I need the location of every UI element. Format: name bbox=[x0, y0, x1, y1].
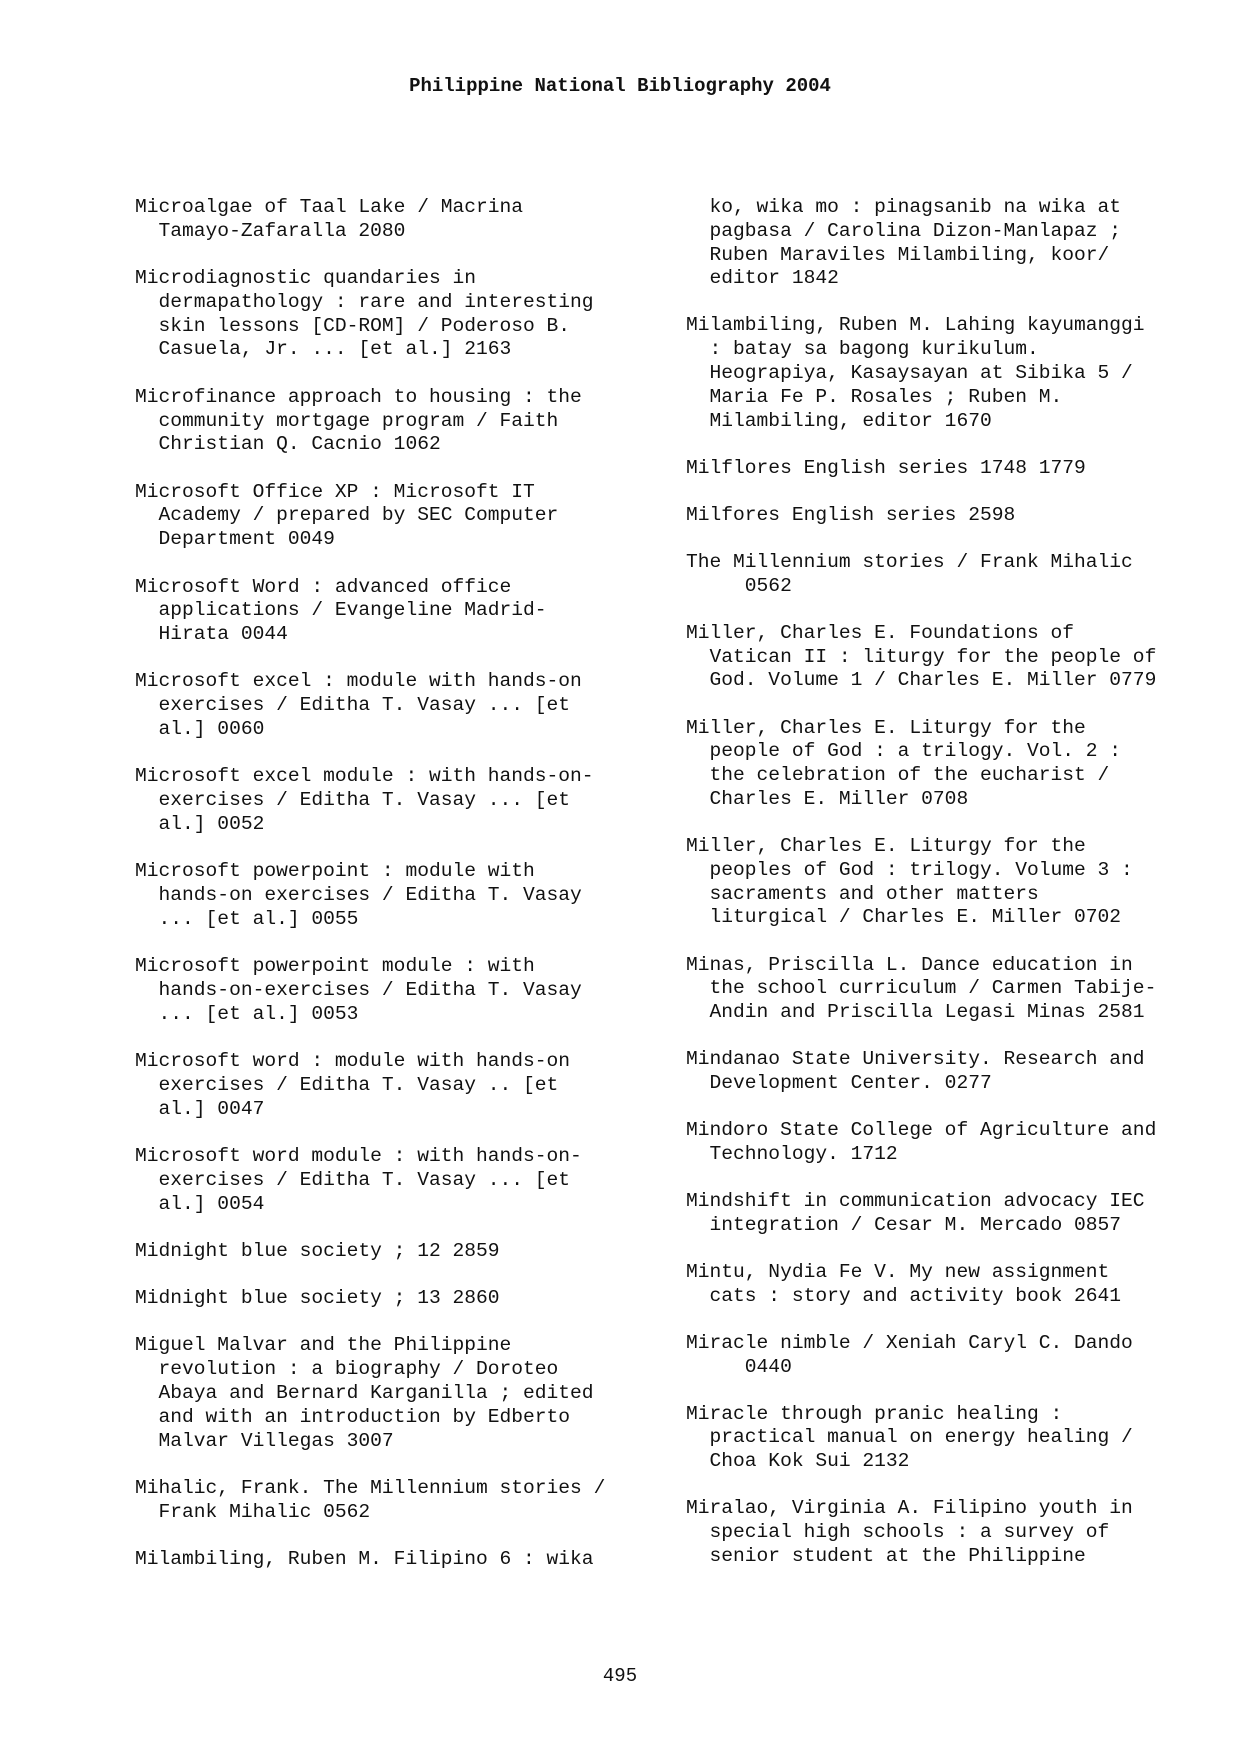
entry-line: Microsoft Office XP : Microsoft IT bbox=[135, 480, 535, 503]
entry-line: Development Center. 0277 bbox=[686, 1071, 992, 1094]
entry-line: Mindshift in communication advocacy IEC bbox=[686, 1189, 1145, 1212]
entry-line: Microsoft powerpoint : module with bbox=[135, 860, 535, 883]
entry-line: Casuela, Jr. ... [et al.] 2163 bbox=[135, 338, 512, 361]
bibliography-entry bbox=[135, 765, 695, 836]
entry-line: liturgical / Charles E. Miller 0702 bbox=[686, 906, 1122, 929]
entry-line: Miracle nimble / Xeniah Caryl C. Dando bbox=[686, 1331, 1133, 1354]
entry-line: exercises / Editha T. Vasay ... [et bbox=[135, 1168, 571, 1191]
bibliography-entry bbox=[135, 860, 695, 931]
entry-line: the celebration of the eucharist / bbox=[686, 764, 1110, 787]
entry-line: integration / Cesar M. Mercado 0857 bbox=[686, 1213, 1122, 1236]
entry-line: Minas, Priscilla L. Dance education in bbox=[686, 953, 1133, 976]
bibliography-entry bbox=[135, 1477, 695, 1525]
entry-line: peoples of God : trilogy. Volume 3 : bbox=[686, 858, 1133, 881]
entry-line: al.] 0054 bbox=[135, 1192, 265, 1215]
entry-line: the school curriculum / Carmen Tabije- bbox=[686, 977, 1157, 1000]
entry-line: people of God : a trilogy. Vol. 2 : bbox=[686, 740, 1122, 763]
entry-line: Miguel Malvar and the Philippine bbox=[135, 1334, 512, 1357]
entry-line: ko, wika mo : pinagsanib na wika at bbox=[686, 196, 1122, 218]
bibliography-entry bbox=[686, 457, 1240, 481]
entry-line: Vatican II : liturgy for the people of bbox=[686, 645, 1157, 668]
entry-line: sacraments and other matters bbox=[686, 882, 1039, 905]
entry-line: Microsoft word module : with hands-on- bbox=[135, 1144, 582, 1167]
entry-line: community mortgage program / Faith bbox=[135, 409, 559, 432]
entry-line: pagbasa / Carolina Dizon-Manlapaz ; bbox=[686, 219, 1122, 242]
entry-line: 0562 bbox=[686, 574, 792, 597]
entry-line: Malvar Villegas 3007 bbox=[135, 1429, 394, 1452]
entry-line: Miracle through pranic healing : bbox=[686, 1402, 1063, 1425]
entry-line: : batay sa bagong kurikulum. bbox=[686, 338, 1039, 361]
entry-line: editor 1842 bbox=[686, 267, 839, 290]
entry-line: Milfores English series 2598 bbox=[686, 503, 1016, 526]
entry-line: and with an introduction by Edberto bbox=[135, 1405, 571, 1428]
bibliography-entry bbox=[686, 1403, 1240, 1474]
bibliography-entry bbox=[686, 1048, 1240, 1096]
entry-line: Milflores English series 1748 1779 bbox=[686, 456, 1086, 479]
bibliography-entry bbox=[135, 1050, 695, 1121]
entry-line: cats : story and activity book 2641 bbox=[686, 1284, 1122, 1307]
entry-line: Heograpiya, Kasaysayan at Sibika 5 / bbox=[686, 362, 1133, 385]
entry-line: Microsoft powerpoint module : with bbox=[135, 955, 535, 978]
entry-line: Technology. 1712 bbox=[686, 1142, 898, 1165]
bibliography-entry bbox=[135, 386, 695, 457]
bibliography-entry bbox=[686, 1332, 1240, 1380]
left-column bbox=[135, 196, 695, 1595]
entry-line: Microsoft excel module : with hands-on- bbox=[135, 765, 594, 788]
bibliography-entry bbox=[135, 1334, 695, 1453]
entry-line: Microalgae of Taal Lake / Macrina bbox=[135, 196, 524, 218]
bibliography-entry bbox=[686, 504, 1240, 528]
entry-line: 0440 bbox=[686, 1355, 792, 1378]
entry-line: al.] 0060 bbox=[135, 718, 265, 741]
entry-line: Abaya and Bernard Karganilla ; edited bbox=[135, 1381, 594, 1404]
entry-line: Miller, Charles E. Liturgy for the bbox=[686, 835, 1086, 858]
entry-line: dermapathology : rare and interesting bbox=[135, 290, 594, 313]
bibliography-entry bbox=[135, 267, 695, 362]
bibliography-entry bbox=[135, 1240, 695, 1264]
entry-line: al.] 0047 bbox=[135, 1097, 265, 1120]
entry-line: Microsoft excel : module with hands-on bbox=[135, 670, 582, 693]
entry-line: Midnight blue society ; 13 2860 bbox=[135, 1287, 500, 1310]
entry-line: Miralao, Virginia A. Filipino youth in bbox=[686, 1497, 1133, 1520]
entry-line: exercises / Editha T. Vasay ... [et bbox=[135, 694, 571, 717]
entry-line: exercises / Editha T. Vasay .. [et bbox=[135, 1073, 559, 1096]
entry-line: The Millennium stories / Frank Mihalic bbox=[686, 550, 1133, 573]
bibliography-entry bbox=[135, 955, 695, 1026]
bibliography-entry bbox=[686, 314, 1240, 433]
page-number: 495 bbox=[602, 1665, 638, 1687]
entry-line: Mintu, Nydia Fe V. My new assignment bbox=[686, 1260, 1110, 1283]
entry-line: special high schools : a survey of bbox=[686, 1521, 1110, 1544]
right-column bbox=[686, 196, 1240, 1592]
entry-line: Miller, Charles E. Liturgy for the bbox=[686, 716, 1086, 739]
bibliography-entry bbox=[686, 717, 1240, 812]
bibliography-entry bbox=[686, 1497, 1240, 1568]
entry-line: skin lessons [CD-ROM] / Poderoso B. bbox=[135, 314, 571, 337]
bibliography-entry bbox=[135, 576, 695, 647]
entry-line: Mihalic, Frank. The Millennium stories / bbox=[135, 1476, 606, 1499]
entry-line: Christian Q. Cacnio 1062 bbox=[135, 433, 441, 456]
entry-line: al.] 0052 bbox=[135, 812, 265, 835]
entry-line: Milambiling, Ruben M. Lahing kayumanggi bbox=[686, 314, 1145, 337]
entry-line: Milambiling, editor 1670 bbox=[686, 409, 992, 432]
entry-line: ... [et al.] 0055 bbox=[135, 907, 359, 930]
entry-line: Microsoft word : module with hands-on bbox=[135, 1050, 571, 1073]
entry-line: Choa Kok Sui 2132 bbox=[686, 1450, 910, 1473]
entry-line: practical manual on energy healing / bbox=[686, 1426, 1133, 1449]
page-title: Philippine National Bibliography 2004 bbox=[409, 75, 831, 97]
bibliography-entry bbox=[686, 1119, 1240, 1167]
bibliography-entry bbox=[135, 1145, 695, 1216]
entry-line: Midnight blue society ; 12 2859 bbox=[135, 1239, 500, 1262]
entry-line: Ruben Maraviles Milambiling, koor/ bbox=[686, 243, 1110, 266]
bibliography-entry bbox=[686, 1261, 1240, 1309]
entry-line: Andin and Priscilla Legasi Minas 2581 bbox=[686, 1001, 1145, 1024]
entry-line: exercises / Editha T. Vasay ... [et bbox=[135, 789, 571, 812]
bibliography-entry bbox=[686, 196, 1240, 291]
entry-line: Maria Fe P. Rosales ; Ruben M. bbox=[686, 385, 1063, 408]
bibliography-entry bbox=[686, 954, 1240, 1025]
bibliography-entry bbox=[686, 551, 1240, 599]
entry-line: God. Volume 1 / Charles E. Miller 0779 bbox=[686, 669, 1157, 692]
entry-line: Hirata 0044 bbox=[135, 623, 288, 646]
entry-line: Academy / prepared by SEC Computer bbox=[135, 504, 559, 527]
bibliography-entry bbox=[135, 1548, 695, 1572]
bibliography-entry bbox=[686, 622, 1240, 693]
entry-line: Miller, Charles E. Foundations of bbox=[686, 621, 1075, 644]
entry-line: applications / Evangeline Madrid- bbox=[135, 599, 547, 622]
bibliography-entry bbox=[135, 481, 695, 552]
entry-line: Mindanao State University. Research and bbox=[686, 1048, 1145, 1071]
entry-line: revolution : a biography / Doroteo bbox=[135, 1358, 559, 1381]
bibliography-entry bbox=[135, 1287, 695, 1311]
bibliography-entry bbox=[135, 196, 695, 244]
entry-line: Frank Mihalic 0562 bbox=[135, 1500, 371, 1523]
entry-line: Microfinance approach to housing : the bbox=[135, 385, 582, 408]
entry-line: hands-on-exercises / Editha T. Vasay bbox=[135, 978, 582, 1001]
entry-line: senior student at the Philippine bbox=[686, 1544, 1086, 1567]
entry-line: hands-on exercises / Editha T. Vasay bbox=[135, 884, 582, 907]
entry-line: ... [et al.] 0053 bbox=[135, 1002, 359, 1025]
entry-line: Department 0049 bbox=[135, 528, 335, 551]
entry-line: Charles E. Miller 0708 bbox=[686, 787, 969, 810]
bibliography-entry bbox=[135, 670, 695, 741]
entry-line: Tamayo-Zafaralla 2080 bbox=[135, 219, 406, 242]
entry-line: Microsoft Word : advanced office bbox=[135, 575, 512, 598]
entry-line: Mindoro State College of Agriculture and bbox=[686, 1119, 1157, 1142]
entry-line: Microdiagnostic quandaries in bbox=[135, 267, 476, 290]
bibliography-entry bbox=[686, 835, 1240, 930]
entry-line: Milambiling, Ruben M. Filipino 6 : wika bbox=[135, 1547, 594, 1570]
bibliography-entry bbox=[686, 1190, 1240, 1238]
